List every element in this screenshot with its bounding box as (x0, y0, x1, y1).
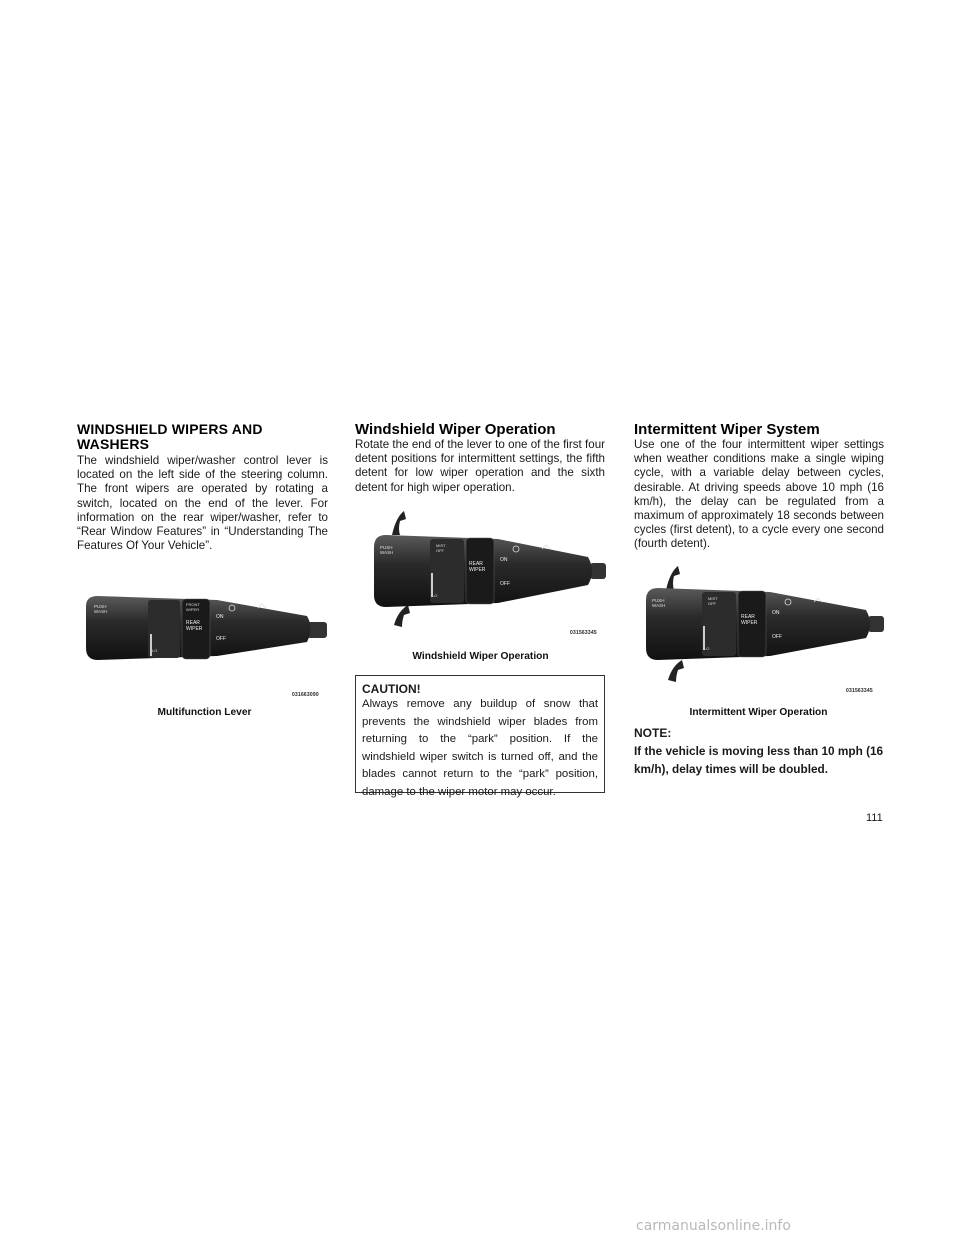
lever-text-lo: LO (152, 648, 158, 653)
rotate-up-arrow-icon (666, 566, 680, 590)
lever-text-rear: REAR (741, 614, 755, 620)
caution-body: Always remove any buildup of snow that prevents the windshield wiper blades from returning to the “park” position. If the windshield wiper switch is turned off, and the blades cannot return to the “park” position, damage to the wiper motor may occur. (362, 698, 598, 798)
windshield-wiper-operation-figure (358, 505, 608, 640)
section-body: The windshield wiper/washer control lever is located on the left side of the steering column. The front wipers are operated by rotating a switch, located on the end of the lever. For information on the rear wiper/washer, refer to “Rear Window Features” in “Understanding The Features Of Your Vehicle”. (77, 454, 328, 553)
note-title: NOTE: (634, 726, 672, 740)
section-body: Use one of the four intermittent wiper settings when weather conditions make a single wiping cycle, with a variable delay between cycles, desirable. At driving speeds above 10 mph (16 km/h), the delay can be regulated from a maximum of approximately 18 seconds between cycles (first detent), to a cycle every one second (fourth detent). (634, 438, 884, 551)
lever-text-on: ON (216, 614, 224, 620)
lever-illustration (82, 590, 327, 700)
section-heading: Windshield Wiper Operation (355, 421, 556, 438)
figure-code: 031563345 (846, 688, 873, 694)
lever-text-push: PUSH (380, 545, 393, 550)
lever-text-lo: LO (704, 646, 710, 651)
intermittent-wiper-operation-figure (636, 562, 886, 697)
lever-text-rear: REAR (186, 620, 200, 626)
lever-text-push: PUSH (652, 598, 665, 603)
rotate-down-arrow-icon (394, 605, 410, 627)
lever-text-front: FRONT (186, 602, 200, 607)
lever-text-rear-wiper: WIPER (186, 626, 203, 632)
figure-code: 031563345 (570, 630, 597, 636)
lever-text-off: OFF (772, 634, 782, 640)
figure-caption: Intermittent Wiper Operation (689, 707, 828, 718)
lever-text-mist: MIST (708, 596, 718, 601)
section-heading: Intermittent Wiper System (634, 421, 820, 438)
lever-rotation-illustration (636, 562, 886, 697)
lever-text-wash: WASH (652, 603, 666, 608)
arrow-up-icon (258, 604, 266, 608)
lever-text-on: ON (772, 610, 780, 616)
caution-title: CAUTION! (362, 682, 421, 696)
caution-box (355, 675, 605, 798)
lever-text-mist-off: OFF (436, 548, 444, 553)
lever-text-mist-off: OFF (708, 601, 716, 606)
multifunction-lever-figure (82, 590, 327, 700)
lever-text-rear: REAR (469, 561, 483, 567)
watermark: carmanualsonline.info (636, 1218, 791, 1234)
section-heading: WINDSHIELD WIPERS AND WASHERS (77, 421, 263, 452)
lever-text-rear-wiper: WIPER (469, 567, 486, 573)
lever-text-off: OFF (500, 581, 510, 587)
lever-text-wiper: WIPER (186, 607, 200, 612)
figure-caption: Windshield Wiper Operation (412, 651, 549, 662)
lever-text-mist: MIST (436, 543, 446, 548)
lever-text-wash: WASH (380, 550, 394, 555)
rotate-up-arrow-icon (392, 511, 406, 535)
lever-text-rear-wiper: WIPER (741, 620, 758, 626)
note-body: If the vehicle is moving less than 10 mph (16 km/h), delay times will be doubled. (634, 744, 884, 776)
lever-rotation-illustration (358, 505, 608, 640)
lever-text-on: ON (500, 557, 508, 563)
section-body: Rotate the end of the lever to one of the first four detent positions for intermittent settings, the fifth detent for low wiper operation and the sixth detent for high wiper operation. (355, 438, 605, 494)
lever-text-lo: LO (432, 593, 438, 598)
lever-text-wash: WASH (94, 609, 108, 614)
lever-text-off: OFF (216, 636, 226, 642)
lever-text-push: PUSH (94, 604, 107, 609)
page-number: 111 (866, 812, 883, 824)
figure-caption: Multifunction Lever (157, 707, 252, 718)
rotate-down-arrow-icon (668, 660, 684, 682)
figure-code: 031663090 (292, 692, 319, 698)
